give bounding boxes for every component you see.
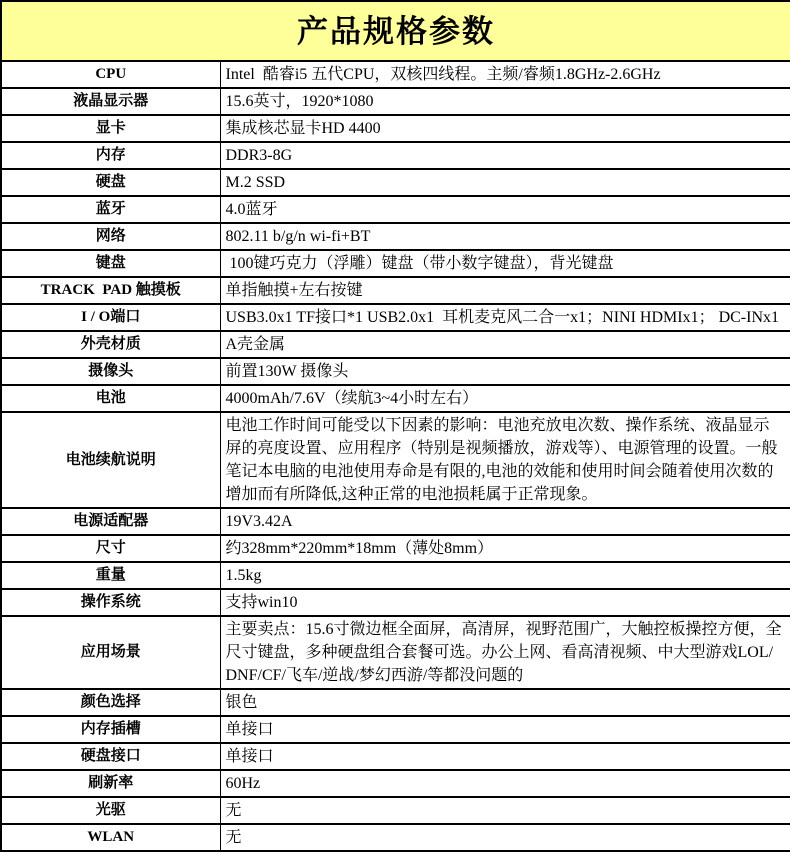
page-title: 产品规格参数 (1, 1, 790, 61)
spec-row-refresh-rate (1, 770, 790, 797)
spec-label: 内存 (1, 142, 220, 169)
spec-row-storage (1, 169, 790, 196)
table-header-row (1, 1, 790, 61)
spec-label: 电池 (1, 385, 220, 412)
spec-row-display (1, 88, 790, 115)
spec-label: 摄像头 (1, 358, 220, 385)
spec-row-power-adapter (1, 508, 790, 535)
spec-value: 支持win10 (220, 589, 790, 616)
spec-value: 单接口 (220, 716, 790, 743)
spec-row-cpu (1, 61, 790, 88)
spec-row-io-ports (1, 304, 790, 331)
spec-value: 无 (220, 797, 790, 824)
spec-value: 银色 (220, 689, 790, 716)
spec-label: I / O端口 (1, 304, 220, 331)
spec-row-use-cases (1, 616, 790, 689)
spec-label: 刷新率 (1, 770, 220, 797)
spec-label: 硬盘接口 (1, 743, 220, 770)
spec-value: DDR3-8G (220, 142, 790, 169)
spec-row-memory-slot (1, 716, 790, 743)
spec-value: 802.11 b/g/n wi-fi+BT (220, 223, 790, 250)
spec-label: 硬盘 (1, 169, 220, 196)
spec-row-color-options (1, 689, 790, 716)
spec-row-keyboard (1, 250, 790, 277)
spec-value: 60Hz (220, 770, 790, 797)
spec-label: 重量 (1, 562, 220, 589)
spec-row-disk-interface (1, 743, 790, 770)
spec-value: 无 (220, 824, 790, 851)
spec-label: WLAN (1, 824, 220, 851)
spec-value: 100键巧克力（浮雕）键盘（带小数字键盘），背光键盘 (220, 250, 790, 277)
spec-label: 应用场景 (1, 616, 220, 689)
spec-row-optical-drive (1, 797, 790, 824)
spec-row-wlan (1, 824, 790, 851)
spec-value: 4000mAh/7.6V（续航3~4小时左右） (220, 385, 790, 412)
spec-row-weight (1, 562, 790, 589)
spec-value: USB3.0x1 TF接口*1 USB2.0x1 耳机麦克风二合一x1；NINI HDMIx1； DC-INx1 (220, 304, 790, 331)
spec-value: 4.0蓝牙 (220, 196, 790, 223)
spec-label: TRACK PAD 触摸板 (1, 277, 220, 304)
spec-row-network (1, 223, 790, 250)
spec-value: 集成核芯显卡HD 4400 (220, 115, 790, 142)
spec-label: 液晶显示器 (1, 88, 220, 115)
spec-label: 光驱 (1, 797, 220, 824)
spec-value: 单接口 (220, 743, 790, 770)
spec-label: 电源适配器 (1, 508, 220, 535)
spec-row-camera (1, 358, 790, 385)
spec-label: 电池续航说明 (1, 412, 220, 508)
spec-value: 单指触摸+左右按键 (220, 277, 790, 304)
spec-value: 约328mm*220mm*18mm（薄处8mm） (220, 535, 790, 562)
spec-row-trackpad (1, 277, 790, 304)
spec-label: 操作系统 (1, 589, 220, 616)
spec-label: 颜色选择 (1, 689, 220, 716)
spec-value: M.2 SSD (220, 169, 790, 196)
spec-label: 尺寸 (1, 535, 220, 562)
spec-value: Intel 酷睿i5 五代CPU，双核四线程。主频/睿频1.8GHz-2.6GHz (220, 61, 790, 88)
spec-value: 前置130W 摄像头 (220, 358, 790, 385)
spec-label: 外壳材质 (1, 331, 220, 358)
spec-value: 电池工作时间可能受以下因素的影响：电池充放电次数、操作系统、液晶显示屏的亮度设置、应用程序（特别是视频播放，游戏等）、电源管理的设置。一般笔记本电脑的电池使用寿命是有限的,电池的效能和使用时间会随着使用次数的增加而有所降低,这种正常的电池损耗属于正常现象。 (220, 412, 790, 508)
spec-value: 主要卖点：15.6寸微边框全面屏，高清屏，视野范围广，大触控板操控方便，全尺寸键盘，多种硬盘组合套餐可选。办公上网、看高清视频、中大型游戏LOL/DNF/CF/飞车/逆战/梦幻西游/等都没问题的 (220, 616, 790, 689)
spec-label: 蓝牙 (1, 196, 220, 223)
spec-label: 显卡 (1, 115, 220, 142)
spec-row-battery-life-note (1, 412, 790, 508)
spec-label: CPU (1, 61, 220, 88)
spec-label: 键盘 (1, 250, 220, 277)
spec-row-dimensions (1, 535, 790, 562)
spec-value: 1.5kg (220, 562, 790, 589)
spec-row-memory (1, 142, 790, 169)
spec-value: A壳金属 (220, 331, 790, 358)
spec-row-gpu (1, 115, 790, 142)
spec-row-battery (1, 385, 790, 412)
spec-row-shell-material (1, 331, 790, 358)
spec-value: 19V3.42A (220, 508, 790, 535)
spec-value: 15.6英寸，1920*1080 (220, 88, 790, 115)
spec-row-os (1, 589, 790, 616)
spec-label: 网络 (1, 223, 220, 250)
spec-label: 内存插槽 (1, 716, 220, 743)
spec-row-bluetooth (1, 196, 790, 223)
